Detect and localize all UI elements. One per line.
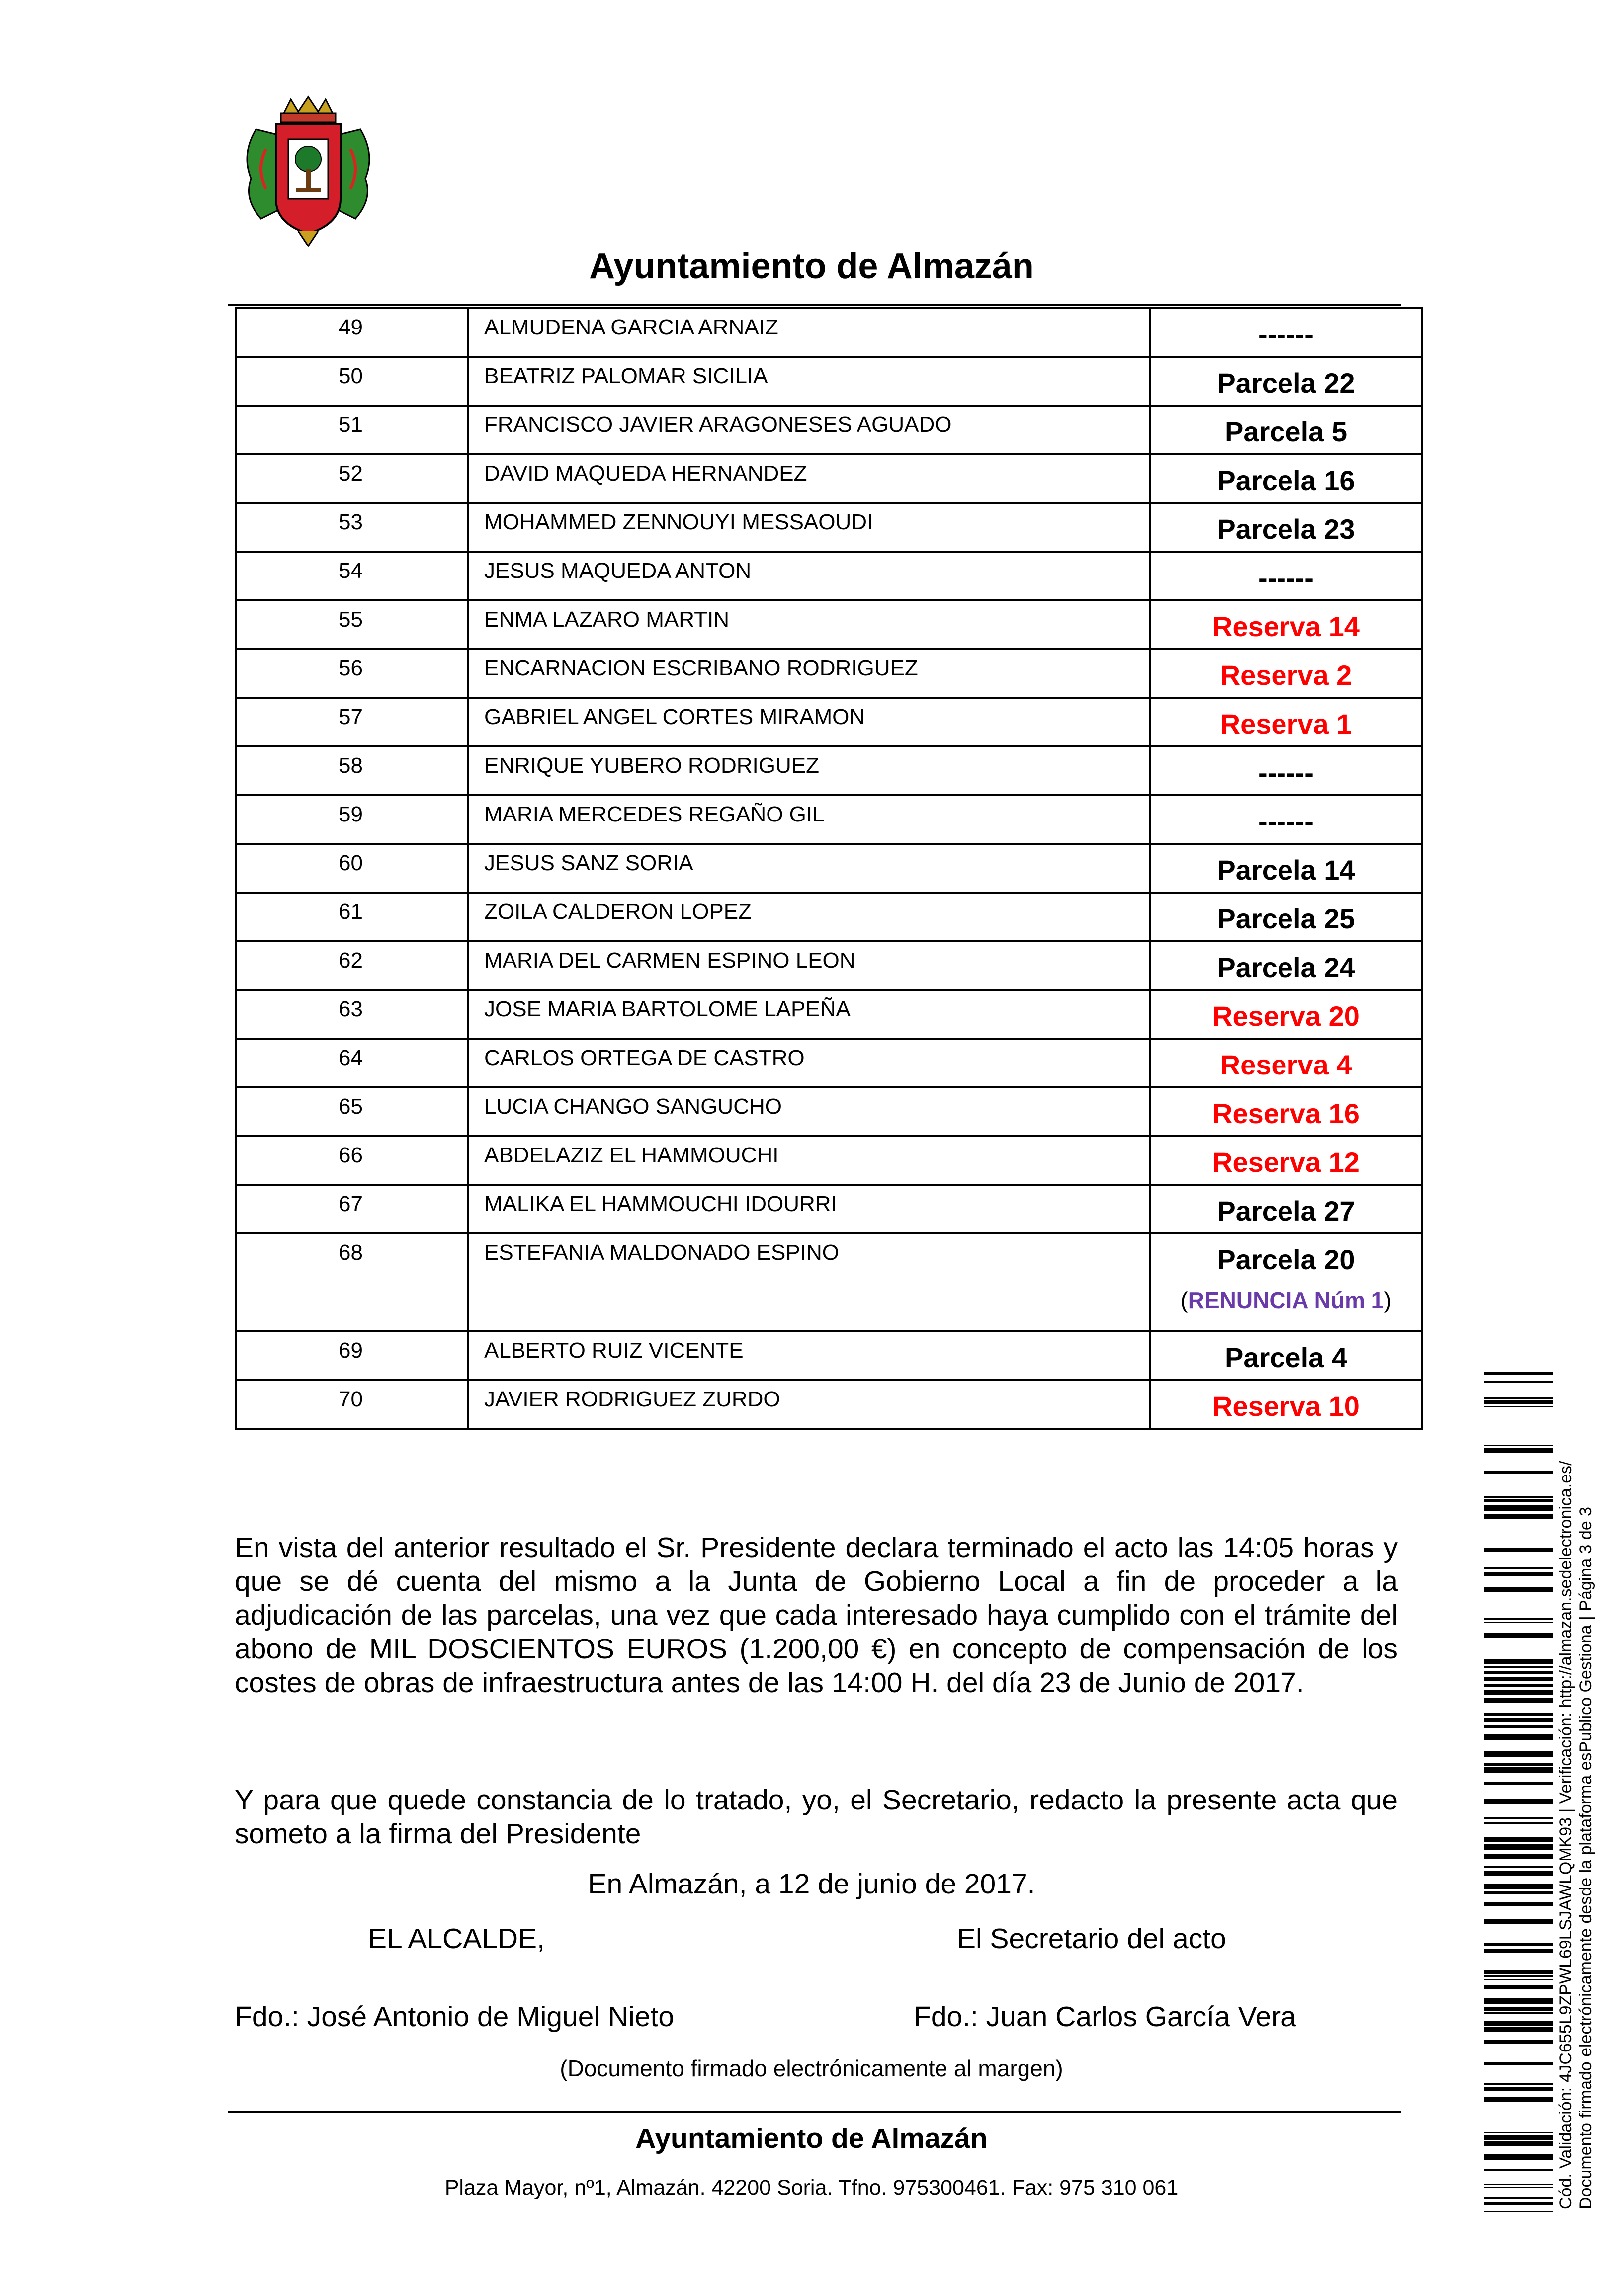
applicant-name: DAVID MAQUEDA HERNANDEZ <box>468 454 1150 503</box>
footer-divider <box>228 2111 1401 2113</box>
assignment-result <box>1150 844 1422 893</box>
row-number: 67 <box>236 1185 468 1233</box>
validation-code-line: Cód. Validación: 4JC655L9ZPWL69LSJAWLQMK93 | Verificación: http://almazan.sedelectronica.es/ <box>1556 1461 1575 2209</box>
table-row <box>236 1185 1422 1233</box>
row-number: 68 <box>236 1233 468 1331</box>
row-number: 70 <box>236 1380 468 1429</box>
assignment-result <box>1150 1087 1422 1136</box>
applicant-name: ALMUDENA GARCIA ARNAIZ <box>468 308 1150 357</box>
table-row <box>236 503 1422 552</box>
applicant-name: GABRIEL ANGEL CORTES MIRAMON <box>468 698 1150 746</box>
row-number: 63 <box>236 990 468 1039</box>
renuncia-note: (RENUNCIA Núm 1) <box>1180 1287 1392 1313</box>
applicant-name: JOSE MARIA BARTOLOME LAPEÑA <box>468 990 1150 1039</box>
assignment-result <box>1150 795 1422 844</box>
assignment-result <box>1150 698 1422 746</box>
table-row <box>236 1233 1422 1331</box>
assignment-result <box>1150 746 1422 795</box>
applicant-name: ENRIQUE YUBERO RODRIGUEZ <box>468 746 1150 795</box>
assignment-result <box>1150 600 1422 649</box>
mayor-title: EL ALCALDE, <box>368 1923 545 1955</box>
row-number: 62 <box>236 941 468 990</box>
row-number: 56 <box>236 649 468 698</box>
assignment-result-text: ------ <box>1258 562 1314 593</box>
table-row <box>236 844 1422 893</box>
assignment-result-text: Parcela 25 <box>1217 903 1355 934</box>
row-number: 59 <box>236 795 468 844</box>
results-table <box>235 307 1423 1430</box>
applicant-name: JESUS SANZ SORIA <box>468 844 1150 893</box>
table-row <box>236 1087 1422 1136</box>
signature-platform-line: Documento firmado electrónicamente desde la plataforma esPublico Gestiona | Página 3 de 3 <box>1576 1506 1595 2209</box>
table-row <box>236 795 1422 844</box>
table-row <box>236 746 1422 795</box>
assignment-result-text: Reserva 16 <box>1212 1098 1360 1129</box>
mayor-signature-name: Fdo.: José Antonio de Miguel Nieto <box>235 2001 675 2033</box>
constancia-paragraph: Y para que quede constancia de lo tratado, yo, el Secretario, redacto la presente acta que someto a la firma del Presidente <box>235 1784 1398 1850</box>
row-number: 64 <box>236 1039 468 1087</box>
assignment-result <box>1150 1136 1422 1185</box>
assignment-result-text: Reserva 2 <box>1220 659 1352 691</box>
table-row <box>236 649 1422 698</box>
secretary-signature-name: Fdo.: Juan Carlos García Vera <box>914 2001 1296 2033</box>
applicant-name: CARLOS ORTEGA DE CASTRO <box>468 1039 1150 1087</box>
assignment-result <box>1150 649 1422 698</box>
assignment-result-text: Parcela 20 <box>1217 1244 1355 1275</box>
table-row <box>236 357 1422 406</box>
row-number: 66 <box>236 1136 468 1185</box>
assignment-result-text: Parcela 22 <box>1217 367 1355 399</box>
row-number: 51 <box>236 406 468 454</box>
assignment-result <box>1150 503 1422 552</box>
table-row <box>236 600 1422 649</box>
assignment-result-text: ------ <box>1258 319 1314 350</box>
row-number: 50 <box>236 357 468 406</box>
table-row <box>236 893 1422 941</box>
table-row <box>236 308 1422 357</box>
assignment-result <box>1150 893 1422 941</box>
table-row <box>236 698 1422 746</box>
footer-address: Plaza Mayor, nº1, Almazán. 42200 Soria. Tfno. 975300461. Fax: 975 310 061 <box>444 2176 1179 2200</box>
row-number: 57 <box>236 698 468 746</box>
applicant-name: ZOILA CALDERON LOPEZ <box>468 893 1150 941</box>
assignment-result <box>1150 1380 1422 1429</box>
validation-barcode <box>1484 1372 1553 2212</box>
applicant-name: ABDELAZIZ EL HAMMOUCHI <box>468 1136 1150 1185</box>
applicant-name: LUCIA CHANGO SANGUCHO <box>468 1087 1150 1136</box>
assignment-result-text: Parcela 23 <box>1217 513 1355 545</box>
assignment-result <box>1150 1331 1422 1380</box>
assignment-result-text: Parcela 5 <box>1225 416 1347 447</box>
applicant-name: ENCARNACION ESCRIBANO RODRIGUEZ <box>468 649 1150 698</box>
table-row <box>236 552 1422 600</box>
assignment-result <box>1150 357 1422 406</box>
assignment-result <box>1150 1233 1422 1331</box>
row-number: 55 <box>236 600 468 649</box>
row-number: 53 <box>236 503 468 552</box>
assignment-result-text: Reserva 12 <box>1212 1147 1360 1178</box>
applicant-name: ALBERTO RUIZ VICENTE <box>468 1331 1150 1380</box>
row-number: 60 <box>236 844 468 893</box>
row-number: 49 <box>236 308 468 357</box>
assignment-result-text: Parcela 14 <box>1217 854 1355 886</box>
table-row <box>236 941 1422 990</box>
signed-note: (Documento firmado electrónicamente al margen) <box>560 2055 1063 2081</box>
assignment-result <box>1150 406 1422 454</box>
row-number: 54 <box>236 552 468 600</box>
row-number: 65 <box>236 1087 468 1136</box>
applicant-name: MARIA MERCEDES REGAÑO GIL <box>468 795 1150 844</box>
assignment-result-text: ------ <box>1258 806 1314 837</box>
assignment-result-text: Reserva 20 <box>1212 1000 1360 1032</box>
applicant-name: MOHAMMED ZENNOUYI MESSAOUDI <box>468 503 1150 552</box>
applicant-name: ENMA LAZARO MARTIN <box>468 600 1150 649</box>
table-row <box>236 406 1422 454</box>
assignment-result-text: Reserva 10 <box>1212 1391 1360 1422</box>
row-number: 52 <box>236 454 468 503</box>
assignment-result-text: ------ <box>1258 757 1314 788</box>
assignment-result-text: Parcela 27 <box>1217 1195 1355 1227</box>
table-row <box>236 1380 1422 1429</box>
assignment-result-text: Reserva 1 <box>1220 708 1352 739</box>
applicant-name: ESTEFANIA MALDONADO ESPINO <box>468 1233 1150 1331</box>
row-number: 58 <box>236 746 468 795</box>
header-divider <box>228 304 1401 306</box>
assignment-result-text: Parcela 16 <box>1217 465 1355 496</box>
applicant-name: MARIA DEL CARMEN ESPINO LEON <box>468 941 1150 990</box>
assignment-result <box>1150 454 1422 503</box>
assignment-result-text: Reserva 14 <box>1212 611 1360 642</box>
assignment-result-text: Reserva 4 <box>1220 1049 1352 1080</box>
page-title: Ayuntamiento de Almazán <box>589 246 1034 286</box>
assignment-result <box>1150 1185 1422 1233</box>
closing-paragraph: En vista del anterior resultado el Sr. Presidente declara terminado el acto las 14:05 horas y que se dé cuenta del mismo a la Junta de Gobierno Local a fin de proceder a la adjudicación de las parcelas, una vez que cada interesado haya cumplido con el trámite del abono de MIL DOSCIENTOS EUROS (1.200,00 €) en concepto de compensación de los costes de obras de infraestructura antes de las 14:00 H. del día 23 de Junio de 2017. <box>235 1532 1398 1699</box>
assignment-result <box>1150 552 1422 600</box>
coat-of-arms-logo <box>236 94 380 253</box>
assignment-result <box>1150 941 1422 990</box>
applicant-name: FRANCISCO JAVIER ARAGONESES AGUADO <box>468 406 1150 454</box>
table-row <box>236 1039 1422 1087</box>
assignment-result <box>1150 990 1422 1039</box>
place-date: En Almazán, a 12 de junio de 2017. <box>588 1868 1035 1900</box>
applicant-name: BEATRIZ PALOMAR SICILIA <box>468 357 1150 406</box>
applicant-name: MALIKA EL HAMMOUCHI IDOURRI <box>468 1185 1150 1233</box>
row-number: 61 <box>236 893 468 941</box>
table-row <box>236 454 1422 503</box>
secretary-title: El Secretario del acto <box>957 1923 1226 1955</box>
table-row <box>236 1136 1422 1185</box>
assignment-result <box>1150 1039 1422 1087</box>
table-row <box>236 990 1422 1039</box>
assignment-result-text: Parcela 4 <box>1225 1342 1347 1373</box>
assignment-result <box>1150 308 1422 357</box>
validation-side-text <box>1556 1374 1596 2209</box>
applicant-name: JAVIER RODRIGUEZ ZURDO <box>468 1380 1150 1429</box>
row-number: 69 <box>236 1331 468 1380</box>
footer-institution: Ayuntamiento de Almazán <box>635 2123 988 2154</box>
table-row <box>236 1331 1422 1380</box>
applicant-name: JESUS MAQUEDA ANTON <box>468 552 1150 600</box>
assignment-result-text: Parcela 24 <box>1217 952 1355 983</box>
